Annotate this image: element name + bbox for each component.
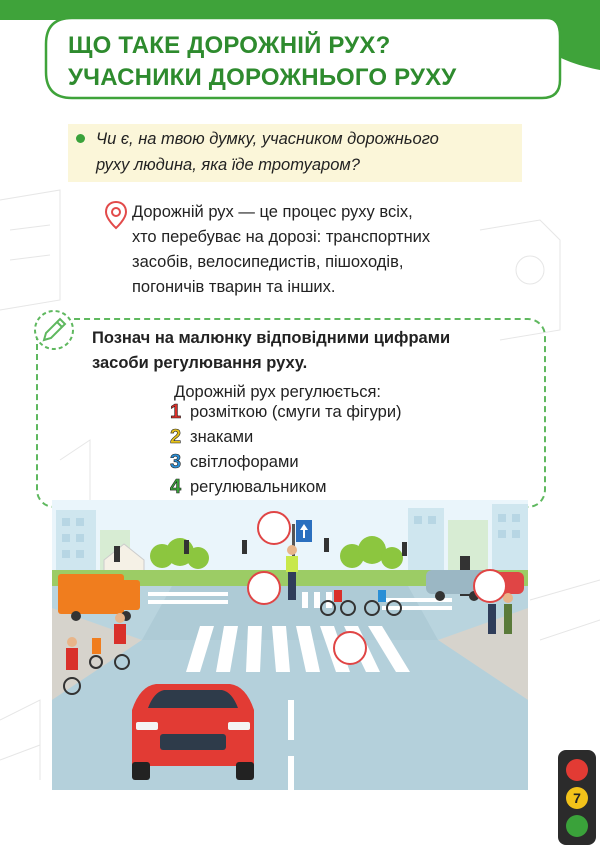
- definition-line-1: Дорожній рух — це процес руху всіх,: [132, 203, 413, 221]
- title-line-2: УЧАСНИКИ ДОРОЖНЬОГО РУХУ: [68, 64, 457, 91]
- location-pin-icon: [104, 200, 128, 230]
- regulation-item: [170, 400, 402, 425]
- regulation-label: розміткою (смуги та фігури): [190, 403, 402, 421]
- task-title-line-2: засоби регулювання руху.: [92, 354, 308, 372]
- title-line-1: ЩО ТАКЕ ДОРОЖНІЙ РУХ?: [68, 32, 391, 59]
- regulation-label: світлофорами: [190, 453, 299, 471]
- definition-line-2: хто перебуває на дорозі: транспортних: [132, 228, 431, 246]
- regulation-item: [170, 425, 402, 450]
- regulation-intro: Дорожній рух регулюється:: [174, 383, 381, 401]
- pencil-icon: [32, 308, 76, 352]
- regulation-list: [170, 400, 402, 500]
- definition-text: [132, 200, 492, 300]
- regulation-number: 4: [170, 476, 182, 498]
- task-title: [92, 326, 532, 376]
- regulation-number: 2: [170, 426, 182, 448]
- question-line-1: Чи є, на твою думку, учасником дорожнього: [96, 130, 439, 148]
- regulation-label: регулювальником: [190, 478, 327, 496]
- definition-line-4: погоничів тварин та інших.: [132, 278, 336, 296]
- traffic-light-page-icon: [556, 748, 598, 845]
- regulation-item: [170, 450, 402, 475]
- regulation-label: знаками: [190, 428, 254, 446]
- page-title: [68, 30, 548, 94]
- definition-line-3: засобів, велосипедистів, пішоходів,: [132, 253, 404, 271]
- page-number: 7: [573, 790, 581, 806]
- regulation-item: [170, 475, 402, 500]
- street-scene-illustration: [52, 500, 528, 790]
- regulation-number: 1: [170, 401, 182, 423]
- task-title-line-1: Познач на малюнку відповідними цифрами: [92, 329, 451, 347]
- question-line-2: руху людина, яка їде тротуаром?: [96, 156, 360, 174]
- regulation-number: 3: [170, 451, 182, 473]
- bullet-dot: [76, 134, 85, 143]
- question-text: [96, 126, 516, 178]
